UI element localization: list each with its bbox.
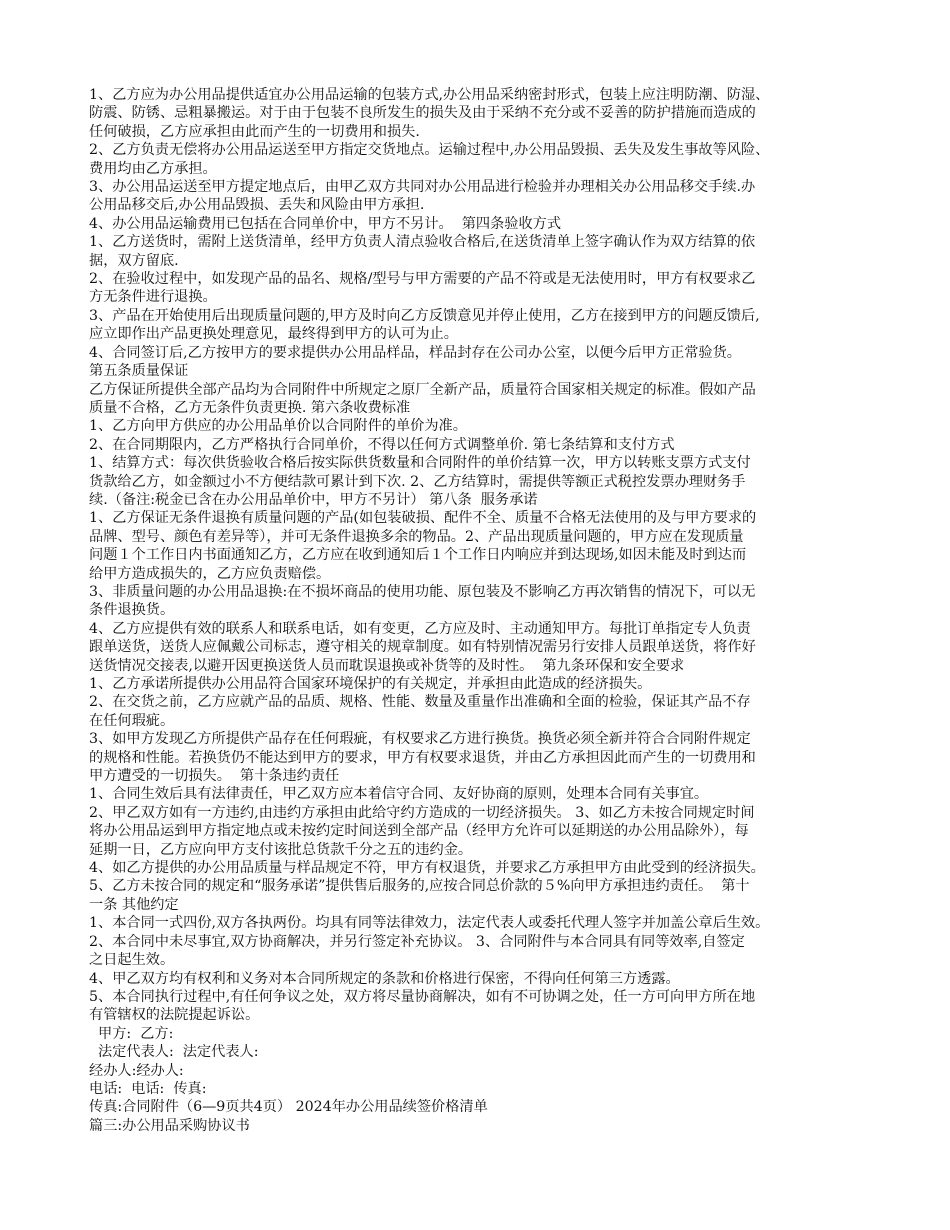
text-line: 甲方: 乙方: xyxy=(89,1025,174,1042)
text-line: 甲方遭受的一切损失。 第十条违约责任 xyxy=(89,768,340,785)
text-line: 方无条件进行退换。 xyxy=(89,289,217,306)
text-line: 送货情况交接表,以避开因更换送货人员而耽误退换或补货等的及时性。 第九条环保和安全要求 xyxy=(89,657,685,674)
text-line: 5、本合同执行过程中,有任何争议之处，双方将尽量协商解决，如有不可协调之处，任一方可向甲方所在地 xyxy=(89,988,756,1005)
text-line: 2、本合同中未尽事宜,双方协商解决，并另行签定补充协议。 3、合同附件与本合同具有同等效率,自签定 xyxy=(89,933,745,950)
signature-handler-line: 电话: 电话: 传真: xyxy=(89,1080,207,1097)
text-line: 2、乙方负责无偿将办公用品运送至甲方指定交货地点。运输过程中,办公用品毁损、丢失及发生事故等风险、 xyxy=(89,142,770,159)
text-line: 在任何瑕疵。 xyxy=(89,712,175,729)
section-heading: 第五条质量保证 xyxy=(89,363,189,380)
text-line: 2、甲乙双方如有一方违约,由违约方承担由此给守约方造成的一切经济损失。 3、如乙方未按合同规定时间 xyxy=(89,804,755,821)
text-line: 3、非质量问题的办公用品退换:在不损坏商品的使用功能、原包装及不影响乙方再次销售的情况下，可以无 xyxy=(89,583,756,600)
text-line: 一条 其他约定 xyxy=(89,896,179,913)
text-line: 4、乙方应提供有效的联系人和联系电话，如有变更，乙方应及时、主动通知甲方。每批订单指定专人负责 xyxy=(89,620,751,637)
text-line: 1、乙方送货时，需附上送货清单，经甲方负责人清点验收合格后,在送货清单上签字确认作为双方结算的依 xyxy=(89,234,756,251)
text-line: 3、办公用品运送至甲方提定地点后，由甲乙双方共同对办公用品进行检验并办理相关办公用品移交手续.办 xyxy=(89,179,756,196)
text-line: 任何破损，乙方应承担由此而产生的一切费用和损失. xyxy=(89,123,420,140)
text-line: 1、结算方式：每次供货验收合格后按实际供货数量和合同附件的单价结算一次，甲方以转账支票方式支付 xyxy=(89,455,751,472)
signature-representative-line: 经办人:经办人: xyxy=(89,1062,184,1079)
text-line: 应立即作出产品更换处理意见，最终得到甲方的认可为止。 xyxy=(89,326,458,343)
text-line: 2、在交货之前，乙方应就产品的品质、规格、性能、数量及重量作出准确和全面的检验，保证其产品不存 xyxy=(89,694,751,711)
text-line: 条件退换货。 xyxy=(89,602,175,619)
text-line: 3、如甲方发现乙方所提供产品存在任何瑕疵，有权要求乙方进行换货。换货必须全新并符合合同附件规定 xyxy=(89,731,751,748)
text-line: 1、乙方保证无条件退换有质量问题的产品(如包装破损、配件不全、质量不合格无法使用的及与甲方要求的 xyxy=(89,510,757,527)
text-line: 4、如乙方提供的办公用品质量与样品规定不符，甲方有权退货，并要求乙方承担甲方由此受到的经济损失。 xyxy=(89,860,765,877)
text-line: 4、办公用品运输费用已包括在合同单价中，甲方不另计。 第四条验收方式 xyxy=(89,215,562,232)
text-line: 4、合同签订后,乙方按甲方的要求提供办公用品样品，样品封存在公司办公室，以便今后甲方正常验货。 xyxy=(89,344,741,361)
text-line: 公用品移交后,办公用品毁损、丢失和风险由甲方承担. xyxy=(89,197,425,214)
text-line: 据，双方留底. xyxy=(89,252,179,269)
text-line: 货款给乙方，如金额过小不方便结款可累计到下次. 2、乙方结算时，需提供等额正式税控发票办理财务手 xyxy=(89,473,746,490)
text-line: 5、乙方未按合同的规定和“服务承诺”提供售后服务的,应按合同总价款的５%向甲方承担违约责任。 第十 xyxy=(89,878,750,895)
text-line: 防震、防锈、忌粗暴搬运。对于由于包装不良所发生的损失及由于采纳不充分或不妥善的防护措施而造成的 xyxy=(89,105,756,122)
document-body xyxy=(89,86,879,1135)
text-line: 4、甲乙双方均有权利和义务对本合同所规定的条款和价格进行保密，不得向任何第三方透露。 xyxy=(89,970,680,987)
signature-party-line: 法定代表人: 法定代表人: xyxy=(89,1044,259,1061)
text-line: 3、产品在开始使用后出现质量问题的,甲方及时向乙方反馈意见并停止使用，乙方在接到甲方的问题反馈后, xyxy=(89,307,760,324)
text-line: 续.（备注:税金已含在办公用品单价中，甲方不另计） 第八条 服务承诺 xyxy=(89,491,538,508)
text-line: 乙方保证所提供全部产品均为合同附件中所规定之原厂全新产品，质量符合国家相关规定的标准。假如产品 xyxy=(89,381,756,398)
text-line: 跟单送货，送货人应佩戴公司标志，遵守相关的规章制度。如有特别情况需另行安排人员跟单送货，将作好 xyxy=(89,639,756,656)
text-line: 有管辖权的法院提起诉讼。 xyxy=(89,1007,260,1024)
text-line: 品牌、型号、颜色有差异等），并可无条件退换多余的物品。2、产品出现质量问题的，甲方应在发现质量 xyxy=(89,528,744,545)
text-line: 1、乙方向甲方供应的办公用品单价以合同附件的单价为准。 xyxy=(89,418,467,435)
attachment-line: 篇三:办公用品采购协议书 xyxy=(89,1117,250,1134)
text-line: 问题１个工作日内书面通知乙方，乙方应在收到通知后１个工作日内响应并到达现场,如因未能及时到达而 xyxy=(89,547,747,564)
text-line: 1、乙方应为办公用品提供适宜办公用品运输的包装方式,办公用品采纳密封形式，包装上应注明防潮、防湿、 xyxy=(89,87,770,103)
text-line: 2、在合同期限内，乙方严格执行合同单价，不得以任何方式调整单价. 第七条结算和支付方式 xyxy=(89,436,675,453)
text-line: 费用均由乙方承担。 xyxy=(89,160,217,177)
text-line: 质量不合格，乙方无条件负责更换. 第六条收费标准 xyxy=(89,399,411,416)
text-line: 将办公用品运到甲方指定地点或未按约定时间送到全部产品（经甲方允许可以延期送的办公用品除外），每 xyxy=(89,823,749,840)
text-line: 的规格和性能。若换货仍不能达到甲方的要求，甲方有权要求退货，并由乙方承担因此而产生的一切费用和 xyxy=(89,749,756,766)
text-line: 1、本合同一式四份,双方各执两份。均具有同等法律效力，法定代表人或委托代理人签字并加盖公章后生效。 xyxy=(89,915,770,932)
text-line: 给甲方造成损失的，乙方应负责赔偿。 xyxy=(89,565,331,582)
text-line: 1、合同生效后具有法律责任，甲乙双方应本着信守合同、友好协商的原则，处理本合同有关事宜。 xyxy=(89,786,709,803)
text-line: 1、乙方承诺所提供办公用品符合国家环境保护的有关规定，并承担由此造成的经济损失。 xyxy=(89,676,652,692)
text-line: 2、在验收过程中，如发现产品的品名、规格/型号与甲方需要的产品不符或是无法使用时，甲方有权要求乙 xyxy=(89,271,756,288)
text-line: 延期一日，乙方应向甲方支付该批总货款千分之五的违约金。 xyxy=(89,841,473,858)
text-line: 之日起生效。 xyxy=(89,952,175,969)
signature-phone-line: 传真:合同附件（6—9页共4页） 2024年办公用品续签价格清单 xyxy=(89,1099,488,1116)
